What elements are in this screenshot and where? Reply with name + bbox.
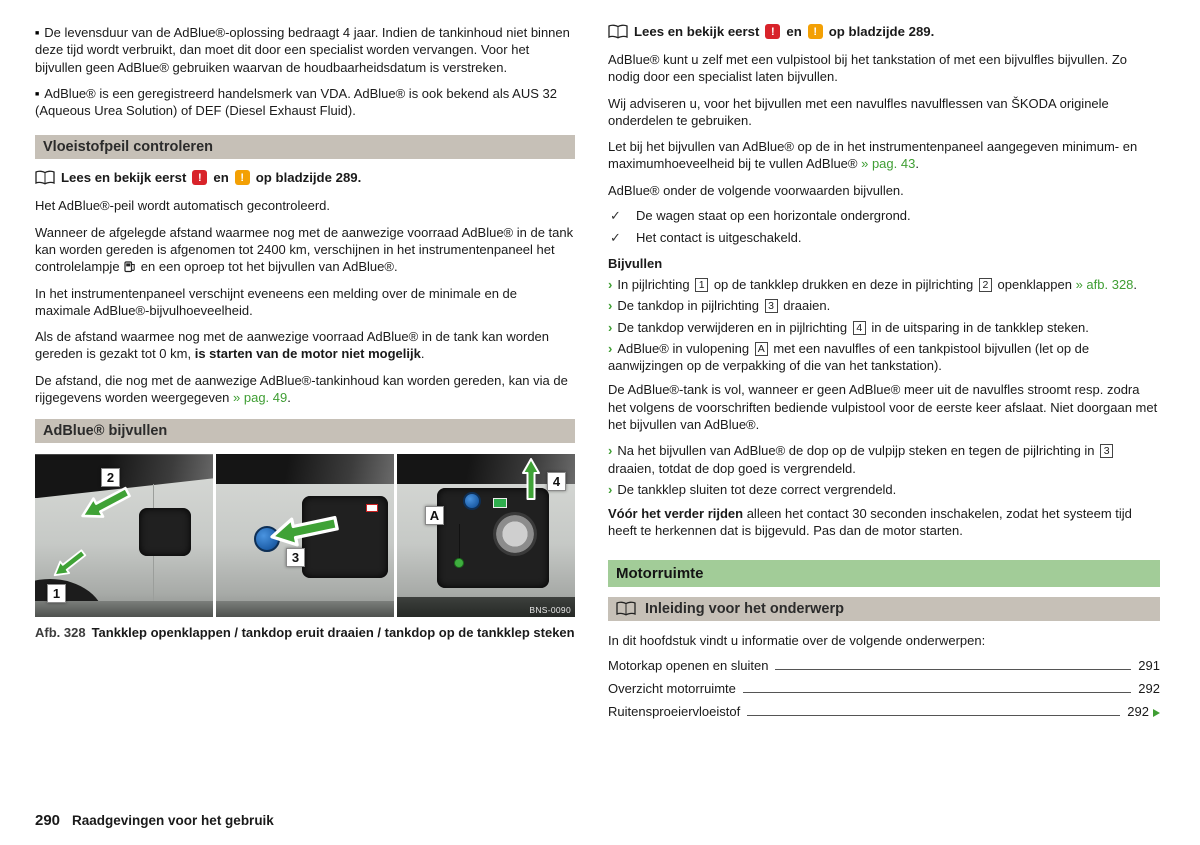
ground-shadow xyxy=(216,601,394,617)
image-code-label: BNS-0090 xyxy=(529,605,571,616)
toc-entry-motorkap[interactable]: Motorkap openen en sluiten 291 xyxy=(608,657,1160,673)
figure-afb-328 xyxy=(35,454,575,617)
xref-afb-328[interactable]: » afb. 328 xyxy=(1075,276,1134,292)
fuel-flap-slot xyxy=(139,508,191,556)
toc-entry-ruitensproeier[interactable]: Ruitensproeiervloeistof 292 xyxy=(608,704,1160,719)
xref-pag-43[interactable]: » pag. 43 xyxy=(857,156,916,172)
figure-panel-3 xyxy=(397,454,575,617)
callout-connector-line xyxy=(459,524,460,558)
read-first-note xyxy=(35,170,575,185)
condition-item: ✓ Het contact is uitgeschakeld. xyxy=(608,230,1160,246)
paragraph: Vóór het verder rijden alleen het contact 30 seconden inschakelen, zodat het systeem tijd heeft te herkennen dat is bijgevuld. Pas dan de motor starten. xyxy=(608,506,1132,539)
figure-caption xyxy=(35,625,575,642)
figure-callout-3: 3 xyxy=(286,548,305,567)
paragraph: AdBlue® onder de volgende voorwaarden bijvullen. xyxy=(608,182,904,198)
toc-leader-line xyxy=(775,669,1131,670)
paragraph: AdBlue® kunt u zelf met een vulpistool bij het tankstation of met een bijvulfles bijvullen. Zo nodig door een specialist laten bijvullen. xyxy=(608,52,1128,85)
callout-1-box: 1 xyxy=(695,278,708,292)
yellow-warning-icon xyxy=(808,24,823,39)
table-of-contents xyxy=(608,658,1160,719)
toc-leader-line xyxy=(747,715,1120,716)
adblue-control-lamp-icon xyxy=(124,260,136,273)
footer-chapter-title: Raadgevingen voor het gebruik xyxy=(72,813,274,828)
left-column xyxy=(35,24,575,727)
condition-item: ✓ De wagen staat op een horizontale ondergrond. xyxy=(608,208,1160,224)
read-first-note xyxy=(608,24,1160,39)
section-header-inleiding xyxy=(608,597,1160,621)
read-first-text: en xyxy=(786,24,802,39)
read-first-text: Lees en bekijk eerst xyxy=(61,170,187,186)
red-warning-icon xyxy=(192,170,207,185)
section-header-vloeistofpeil: Vloeistofpeil controleren xyxy=(35,135,575,159)
read-first-text: en xyxy=(213,170,229,186)
paragraph: Het AdBlue®-peil wordt automatisch gecontroleerd. xyxy=(35,198,331,214)
continue-arrow-icon xyxy=(1153,709,1160,717)
read-first-text: Lees en bekijk eerst xyxy=(634,24,760,39)
right-column xyxy=(608,24,1160,727)
note-text: De levensduur van de AdBlue®-oplossing bedraagt 4 jaar. Indien de tankinhoud niet binnen deze tijd wordt verbruikt, dan moet dit door een specialist worden vervangen. Voor het bijvullen geen AdBlue® gebruiken waarvan de houdbaarheidsdatum is verstreken. xyxy=(35,25,570,75)
figure-caption-text: Tankklep openklappen / tankdop eruit draaien / tankdop op de tankklep steken xyxy=(91,625,575,641)
display-sticker xyxy=(493,498,507,508)
bold-warning-text: is starten van de motor niet mogelijk xyxy=(194,346,421,362)
figure-callout-a: A xyxy=(425,506,444,525)
ground-shadow xyxy=(35,601,213,617)
step-item: › AdBlue® in vulopening A met een navulfles of een tankpistool bijvullen (let op de aanwijzingen op de verpakking of die van het tankstation). xyxy=(608,340,1160,375)
toc-intro: In dit hoofdstuk vindt u informatie over de volgende onderwerpen: xyxy=(608,632,986,648)
red-warning-icon xyxy=(765,24,780,39)
toc-page-number: 291 xyxy=(1138,657,1160,673)
warning-sticker xyxy=(366,504,378,512)
figure-callout-4: 4 xyxy=(547,472,566,491)
paragraph: De afstand, die nog met de aanwezige AdBlue®-tankinhoud kan worden gereden, kan via de rijgegevens worden weergegeven » pag. 49. xyxy=(35,372,568,405)
read-first-text: op bladzijde 289. xyxy=(255,170,362,186)
callout-a-box: A xyxy=(755,342,768,356)
step-item: › De tankdop in pijlrichting 3 draaien. xyxy=(608,297,1160,314)
book-icon xyxy=(608,24,628,39)
page-number: 290 xyxy=(35,812,61,829)
read-first-text: op bladzijde 289. xyxy=(828,24,935,39)
paragraph: Als de afstand waarmee nog met de aanwezige voorraad AdBlue® in de tank kan worden gereden is gezakt tot 0 km, is starten van de motor niet mogelijk. xyxy=(35,329,550,362)
callout-2-box: 2 xyxy=(979,278,992,292)
subheading-bijvullen: Bijvullen xyxy=(608,255,663,271)
note-text: AdBlue® is een geregistreerd handelsmerk van VDA. AdBlue® is ook bekend als AUS 32 (Aqueous Urea Solution) of DEF (Diesel Exhaust Fluid). xyxy=(35,85,557,119)
page-footer xyxy=(35,812,274,829)
paragraph: De AdBlue®-tank is vol, wanneer er geen AdBlue® meer uit de navulfles stroomt resp. zodra het volgens de voorschriften bediende vulpistool voor de eerste keer afslaat. Niet doorgaan met het bijvullen van AdBlue®. xyxy=(608,382,1158,432)
bold-lead-text: Vóór het verder rijden xyxy=(608,506,744,522)
note-bullet xyxy=(35,24,575,76)
step-item: › De tankklep sluiten tot deze correct vergrendeld. xyxy=(608,481,1160,498)
paragraph: In het instrumentenpaneel verschijnt eveneens een melding over de minimale en de maximale AdBlue®-bijvulhoeveelheid. xyxy=(35,285,518,318)
background-dark-band xyxy=(216,454,394,484)
step-item: › De tankdop verwijderen en in pijlrichting 4 in de uitsparing in de tankklep steken. xyxy=(608,319,1160,336)
toc-leader-line xyxy=(743,692,1131,693)
step-item: › In pijlrichting 1 op de tankklep drukken en deze in pijlrichting 2 openklappen » afb. 328. xyxy=(608,276,1160,293)
toc-page-number: 292 xyxy=(1138,680,1160,696)
section-header-adblue-bijvullen: AdBlue® bijvullen xyxy=(35,419,575,443)
toc-entry-overzicht[interactable]: Overzicht motorruimte 292 xyxy=(608,680,1160,696)
figure-callout-2: 2 xyxy=(101,468,120,487)
section-header-text: Inleiding voor het onderwerp xyxy=(645,600,844,617)
note-bullet xyxy=(35,85,575,120)
toc-page-number: 292 xyxy=(1127,703,1149,719)
callout-3-box: 3 xyxy=(1100,444,1113,458)
figure-callout-1: 1 xyxy=(47,584,66,603)
callout-3-box: 3 xyxy=(765,299,778,313)
figure-number: Afb. 328 xyxy=(35,625,86,641)
xref-pag-49[interactable]: » pag. 49 xyxy=(233,389,288,405)
book-icon xyxy=(616,601,636,616)
chapter-header-motorruimte: Motorruimte xyxy=(608,560,1160,587)
figure-panel-2 xyxy=(216,454,394,617)
paragraph: Let bij het bijvullen van AdBlue® op de in het instrumentenpaneel aangegeven minimum- en maximumhoeveelheid bij te vullen AdBlue® » pag. 43. xyxy=(608,139,1138,172)
green-arrow-4-icon xyxy=(520,457,542,501)
tank-cap-gauge xyxy=(493,512,537,556)
step-item: › Na het bijvullen van AdBlue® de dop op de vulpijp steken en tegen de pijlrichting in 3 draaien, totdat de dop goed is vergrendeld. xyxy=(608,442,1160,477)
paragraph: Wanneer de afgelegde afstand waarmee nog met de aanwezige voorraad AdBlue® in de tank kan worden gereden is afgenomen tot 2400 km, verschijnen in het instrumentenpaneel het controlelampje en een oproep tot het bijvullen van AdBlue®. xyxy=(35,224,574,275)
paragraph: Wij adviseren u, voor het bijvullen met een navulfles navulflessen van ŠKODA originele onderdelen te gebruiken. xyxy=(608,95,1109,128)
yellow-warning-icon xyxy=(235,170,250,185)
figure-panel-1 xyxy=(35,454,213,617)
book-icon xyxy=(35,170,55,185)
callout-4-box: 4 xyxy=(853,321,866,335)
